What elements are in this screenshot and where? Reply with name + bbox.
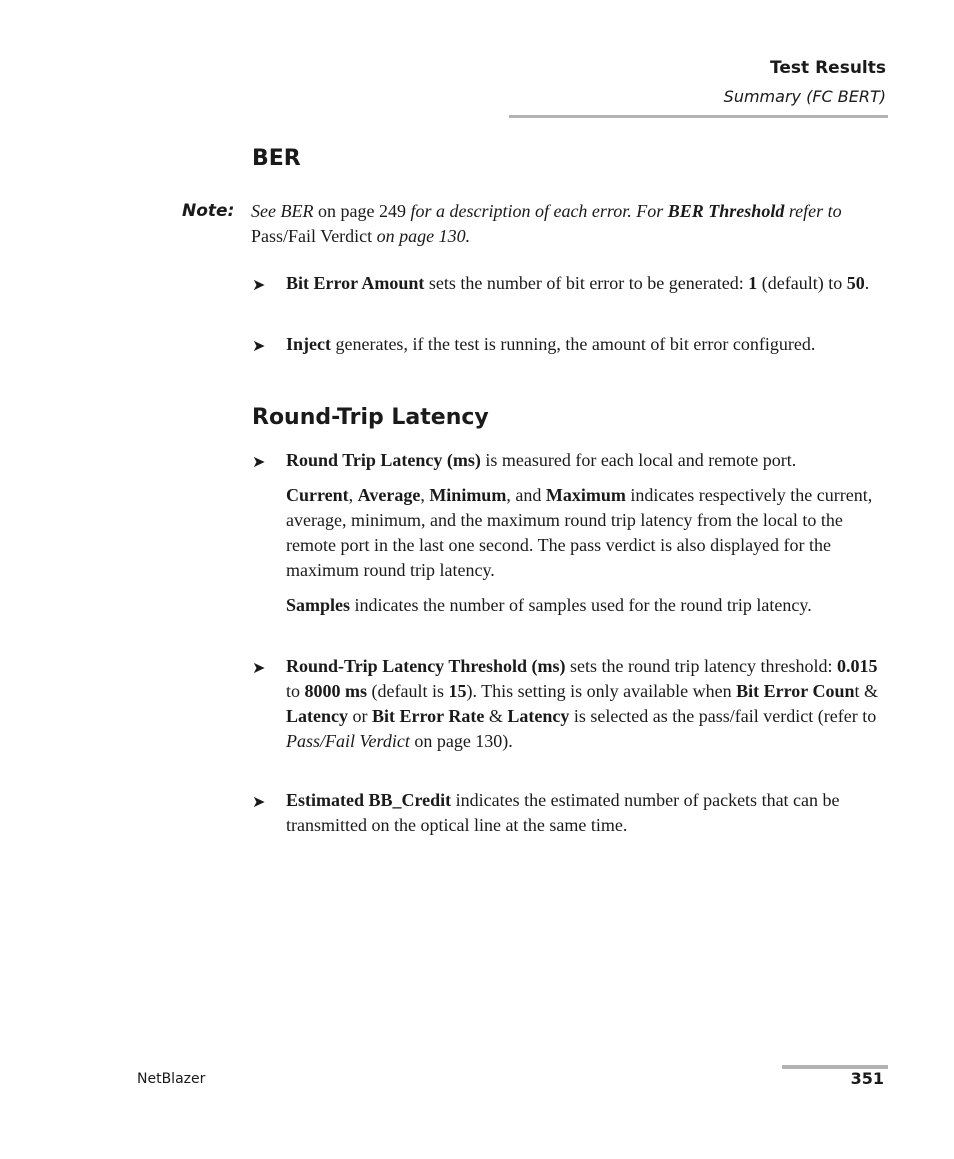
list-item-bit-error-amount: Bit Error Amount sets the number of bit error to be generated: 1 (default) to 50.	[286, 273, 870, 293]
samples-paragraph: Samples indicates the number of samples used for the round trip latency.	[286, 595, 812, 615]
header-rule	[509, 115, 888, 118]
list-item-latency-threshold: Round-Trip Latency Threshold (ms) sets the round trip latency threshold: 0.015 to 8000 ms (default is 15). This setting is only available when Bit Error Count & Latency or Bit Error Rate & Latency is selected as the pass/fail verdict (refer to Pass/Fail Verdict on page 130).	[286, 656, 878, 751]
bullet-icon: ➤	[252, 454, 266, 471]
list-item-estimated-bb-credit: Estimated BB_Credit indicates the estimated number of packets that can be transmitted on the optical line at the same time.	[286, 790, 840, 835]
bullet-icon: ➤	[252, 794, 266, 811]
list-item-round-trip-latency: Round Trip Latency (ms) is measured for each local and remote port.	[286, 450, 797, 470]
page-number: 351	[850, 1069, 884, 1088]
latency-stats-paragraph: Current, Average, Minimum, and Maximum indicates respectively the current, average, minimum, and the maximum round trip latency from the local to the remote port in the last one second. The pass verdict is also displayed for the maximum round trip latency.	[286, 485, 873, 580]
footer-product-name: NetBlazer	[137, 1071, 206, 1087]
ber-heading: BER	[252, 146, 301, 171]
list-item-inject: Inject generates, if the test is running, the amount of bit error configured.	[286, 334, 816, 354]
bullet-icon: ➤	[252, 338, 266, 355]
bullet-icon: ➤	[252, 660, 266, 677]
round-trip-latency-heading: Round-Trip Latency	[252, 405, 489, 430]
bullet-icon: ➤	[252, 277, 266, 294]
note-text: See BER on page 249 for a description of each error. For BER Threshold refer to Pass/Fail Verdict on page 130.	[251, 201, 842, 246]
note-label: Note:	[182, 201, 235, 221]
header-subtitle: Summary (FC BERT)	[723, 87, 886, 106]
header-title: Test Results	[770, 58, 886, 78]
